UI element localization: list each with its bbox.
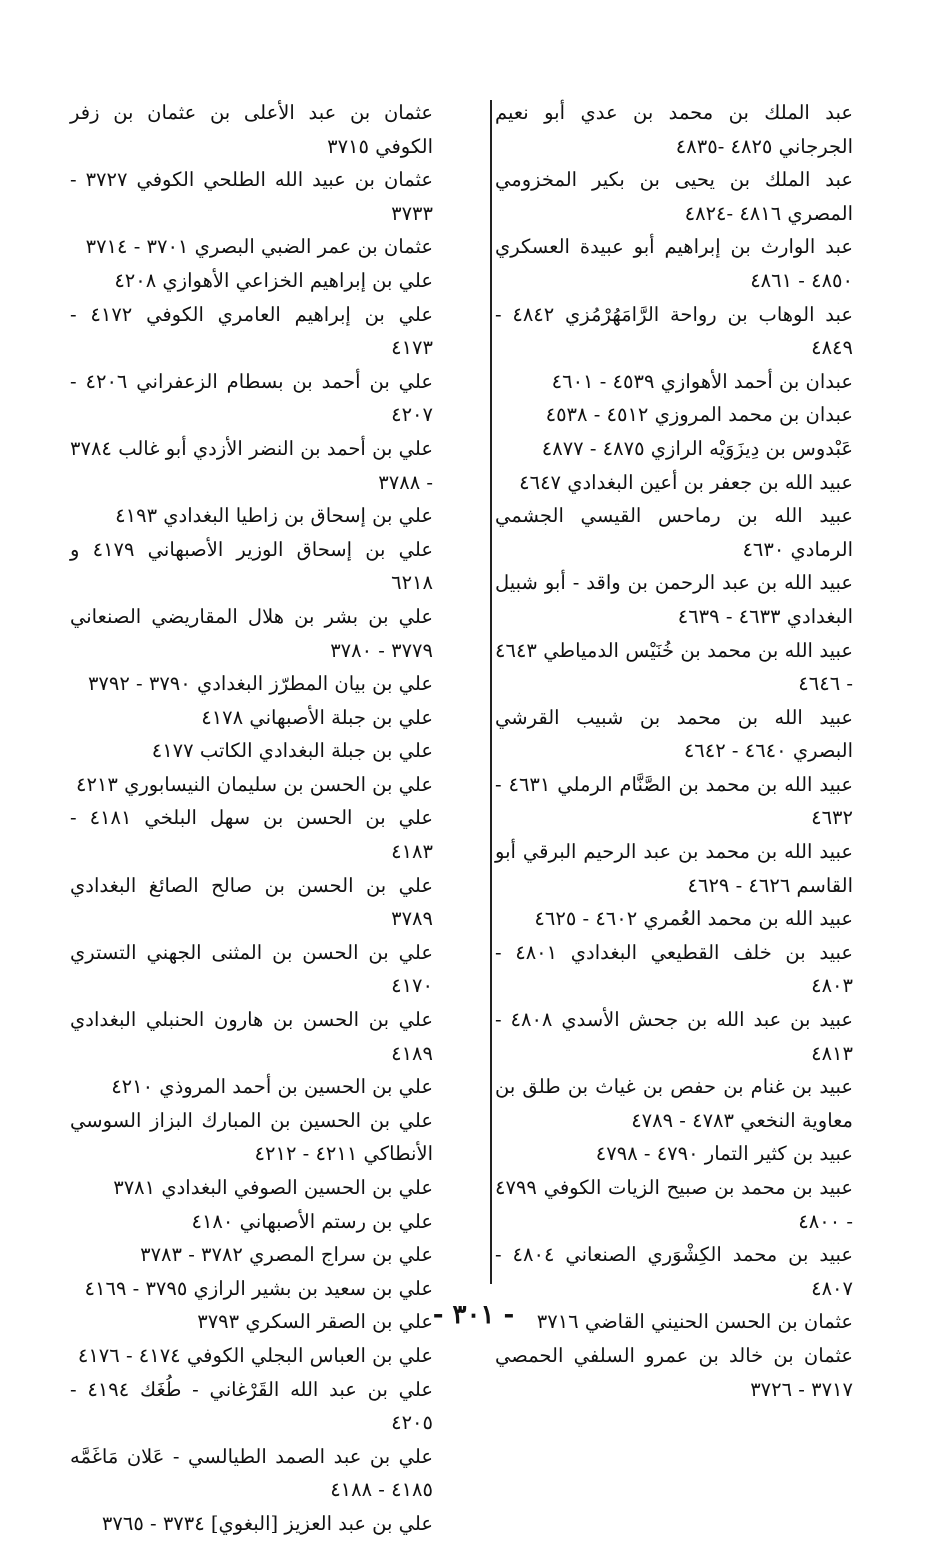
index-entry: عبيد بن محمد بن صبيح الزيات الكوفي ٤٧٩٩ - ٤٨٠٠	[495, 1176, 853, 1233]
index-entry: علي بن عبد الله القَرْغاني - طُغَك ٤١٩٤ - ٤٢٠٥	[70, 1377, 433, 1435]
index-entry: عبد الوارث بن إبراهيم أبو عبيدة العسكري ٤٨٥٠ - ٤٨٦١	[495, 235, 853, 292]
index-entry: عبد الملك بن محمد بن عدي أبو نعيم الجرجاني ٤٨٢٥ -٤٨٣٥	[495, 101, 853, 158]
index-entry: عبيد الله بن محمد العُمري ٤٦٠٢ - ٤٦٢٥	[534, 907, 853, 931]
index-entry: عثمان بن الحسن الحنيني القاضي ٣٧١٦	[536, 1310, 853, 1334]
index-entry: عبيد الله بن رماحس القيسي الجشمي الرمادي ٤٦٣٠	[495, 504, 853, 561]
index-entry: عبد الملك بن يحيى بن بكير المخزومي المصري ٤٨١٦ -٤٨٢٤	[495, 168, 853, 225]
index-entry: عَبْدوس بن دِيزَوَيْه الرازي ٤٨٧٥ - ٤٨٧٧	[541, 436, 853, 460]
index-entry: عبيد الله بن عبد الرحمن بن واقد - أبو شبيل البغدادي ٤٦٣٣ - ٤٦٣٩	[495, 571, 853, 628]
index-entry: علي بن إسحاق الوزير الأصبهاني ٤١٧٩ و ٦٢١٨	[70, 537, 433, 595]
index-entry: علي بن أحمد بن النضر الأزدي أبو غالب ٣٧٨٤ - ٣٧٨٨	[70, 436, 433, 494]
index-entry: علي بن إبراهيم الخزاعي الأهوازي ٤٢٠٨	[114, 268, 433, 292]
index-entry: علي بن بشر بن هلال المقاريضي الصنعاني ٣٧٧٩ - ٣٧٨٠	[70, 604, 433, 662]
index-entry: علي بن الصقر السكري ٣٧٩٣	[197, 1310, 433, 1334]
index-entry: علي بن سراج المصري ٣٧٨٢ - ٣٧٨٣	[140, 1243, 433, 1267]
index-entry: عبدان بن أحمد الأهوازي ٤٥٣٩ - ٤٦٠١	[551, 369, 853, 393]
index-entry: عبيد بن غنام بن حفص بن غياث بن طلق بن معاوية النخعي ٤٧٨٣ - ٤٧٨٩	[495, 1075, 853, 1132]
index-entry: علي بن الحسين بن المبارك البزاز السوسي الأنطاكي ٤٢١١ - ٤٢١٢	[70, 1108, 433, 1166]
index-entry: علي بن العباس البجلي الكوفي ٤١٧٤ - ٤١٧٦	[77, 1343, 433, 1367]
index-entry: علي بن رستم الأصبهاني ٤١٨٠	[191, 1209, 433, 1233]
index-entry: علي بن الحسن بن صالح الصائغ البغدادي ٣٧٨٩	[70, 873, 433, 931]
index-entry: علي بن الحسين بن أحمد المروذي ٤٢١٠	[111, 1075, 433, 1099]
index-entry: عثمان بن خالد بن عمرو السلفي الحمصي ٣٧١٧ - ٣٧٢٦	[495, 1343, 853, 1401]
index-entry: عبيد بن محمد الكِشْوَري الصنعاني ٤٨٠٤ - ٤٨٠٧	[495, 1243, 854, 1300]
index-entry: عثمان بن عمر الضبي البصري ٣٧٠١ - ٣٧١٤	[85, 235, 433, 259]
index-entry: علي بن الحسن بن سهل البلخي ٤١٨١ - ٤١٨٣	[70, 806, 433, 864]
index-entry: علي بن أحمد بن بسطام الزعفراني ٤٢٠٦ - ٤٢٠٧	[70, 369, 433, 427]
page-number: - ٣٠١ -	[432, 1300, 515, 1330]
index-entry: عثمان بن عبد الأعلى بن عثمان بن زفر الكوفي ٣٧١٥	[70, 101, 433, 158]
index-entry: عبيد بن خلف القطيعي البغدادي ٤٨٠١ - ٤٨٠٣	[495, 940, 853, 998]
index-entry: عبيد الله بن محمد بن شبيب القرشي البصري ٤٦٤٠ - ٤٦٤٢	[495, 705, 853, 763]
index-entry: علي بن بيان المطرّز البغدادي ٣٧٩٠ - ٣٧٩٢	[87, 672, 433, 696]
index-entry: علي بن سعيد بن بشير الرازي ٣٧٩٥ - ٤١٦٩	[84, 1276, 433, 1300]
index-entry: علي بن إسحاق بن زاطيا البغدادي ٤١٩٣	[115, 504, 433, 528]
index-entry: علي بن الحسن بن المثنى الجهني التستري ٤١٧٠	[70, 940, 433, 998]
index-entry: عبيد بن كثير التمار ٤٧٩٠ - ٤٧٩٨	[595, 1142, 853, 1166]
index-entry: علي بن عبد العزيز [البغوي] ٣٧٣٤ - ٣٧٦٥	[101, 1511, 433, 1535]
index-entry: عثمان بن عبيد الله الطلحي الكوفي ٣٧٢٧ - ٣٧٣٣	[70, 168, 433, 225]
index-entry: علي بن الحسن بن سليمان النيسابوري ٤٢١٣	[75, 772, 433, 796]
index-entry: علي بن جبلة الأصبهاني ٤١٧٨	[201, 705, 433, 729]
index-entry: علي بن إبراهيم العامري الكوفي ٤١٧٢ - ٤١٧٣	[70, 302, 433, 360]
index-entry: عبيد الله بن محمد بن عبد الرحيم البرقي أبو القاسم ٤٦٢٦ - ٤٦٢٩	[495, 840, 853, 897]
index-entry: عبدان بن محمد المروزي ٤٥١٢ - ٤٥٣٨	[545, 403, 853, 427]
index-entry: علي بن الحسن بن هارون الحنبلي البغدادي ٤١٨٩	[70, 1008, 433, 1065]
index-entry: عبيد الله بن محمد بن خُنَيْس الدمياطي ٤٦٤٣ - ٤٦٤٦	[495, 638, 853, 696]
index-entry: عبد الوهاب بن رواحة الرَّامَهُرْمُزي ٤٨٤٢ - ٤٨٤٩	[495, 302, 853, 360]
index-entry: علي بن جبلة البغدادي الكاتب ٤١٧٧	[151, 739, 433, 763]
index-entry: عبيد الله بن جعفر بن أعين البغدادي ٤٦٤٧	[519, 470, 853, 494]
index-entry: عبيد الله بن محمد بن الصَّنَّام الرملي ٤٦٣١ - ٤٦٣٢	[495, 772, 853, 830]
index-entry: عبيد بن عبد الله بن جحش الأسدي ٤٨٠٨ - ٤٨١٣	[495, 1008, 853, 1065]
index-entry: علي بن الحسين الصوفي البغدادي ٣٧٨١	[113, 1176, 433, 1199]
column-divider	[490, 100, 492, 1284]
index-entry: علي بن عبد الصمد الطيالسي - عَلان مَاغَمَّه ٤١٨٥ - ٤١٨٨	[70, 1444, 433, 1502]
index-column-right	[495, 96, 875, 1406]
